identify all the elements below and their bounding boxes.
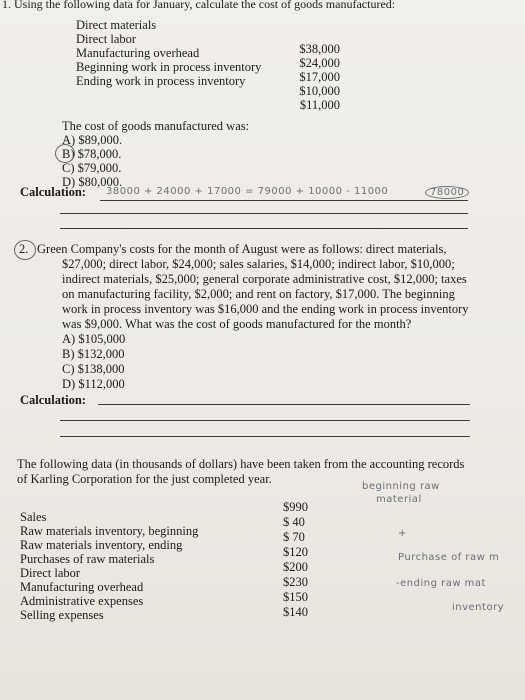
q3-item-value: $ 40 (283, 515, 305, 529)
q3-item-value: $ 70 (283, 530, 305, 544)
q3-item-value: $120 (283, 545, 308, 559)
q1-calc-label: Calculation: (20, 185, 86, 199)
q1-item-value: $17,000 (299, 70, 340, 84)
q3-item-label: Sales (20, 510, 47, 524)
question-circle (14, 240, 36, 260)
q3-item-label: Raw materials inventory, beginning (20, 524, 199, 538)
handwritten-note: -ending raw mat (396, 578, 486, 589)
q2-option-d: D) $112,000 (62, 377, 125, 391)
q3-item-label: Raw materials inventory, ending (20, 538, 183, 552)
q1-item-label: Direct labor (76, 32, 137, 46)
q2-calc-label: Calculation: (20, 393, 86, 407)
q3-item-label: Selling expenses (20, 608, 104, 622)
q3-item-label: Manufacturing overhead (20, 580, 144, 594)
q1-calc-work: 38000 + 24000 + 17000 = 79000 + 10000 - 11000 (106, 186, 389, 197)
q1-item-label: Beginning work in process inventory (76, 60, 262, 74)
q1-item-label: Manufacturing overhead (76, 46, 200, 60)
answer-line (60, 420, 470, 421)
q3-item-value: $200 (283, 560, 308, 574)
q1-item-value: $24,000 (299, 56, 340, 70)
q1-option-b: B) $78,000. (62, 147, 122, 161)
q3-item-value: $990 (283, 500, 308, 514)
q1-extra-value: $11,000 (299, 98, 340, 112)
q1-prompt: 1. Using the following data for January, calculate the cost of goods manufactured: (2, 0, 396, 11)
q1-item-label: Direct materials (76, 18, 157, 32)
q2-option-c: C) $138,000 (62, 362, 125, 376)
answer-line (60, 213, 468, 214)
q2-option-b: B) $132,000 (62, 347, 125, 361)
answer-line (60, 436, 470, 437)
q2-text-line: $27,000; direct labor, $24,000; sales salaries, $14,000; indirect labor, $10,000; (62, 257, 455, 271)
q2-text-line: work in process inventory was $16,000 and the ending work in process inventory (62, 302, 469, 316)
handwritten-note: beginning raw (362, 481, 440, 492)
handwritten-note: inventory (452, 602, 505, 613)
q3-item-value: $230 (283, 575, 308, 589)
answer-line (98, 404, 470, 405)
q1-option-d: D) $80,000. (62, 175, 123, 189)
handwritten-note: material (376, 494, 422, 505)
handwritten-note: Purchase of raw m (398, 552, 500, 563)
q2-text-line: on manufacturing facility, $2,000; and rent on factory, $17,000. The beginning (62, 287, 455, 301)
q1-calc-answer: 78000 (425, 186, 469, 199)
q1-item-label: Ending work in process inventory (76, 74, 246, 88)
handwritten-note: + (398, 528, 407, 539)
q1-item-value: $10,000 (299, 84, 340, 98)
q2-text-line: indirect materials, $25,000; general corporate administrative cost, $12,000; taxes (62, 272, 467, 286)
q3-item-label: Purchases of raw materials (20, 552, 155, 566)
q3-intro-line: The following data (in thousands of dollars) have been taken from the accounting records (17, 457, 465, 471)
q2-option-a: A) $105,000 (62, 332, 126, 346)
q2-text-line: Green Company's costs for the month of August were as follows: direct materials, (37, 242, 447, 256)
q3-item-value: $150 (283, 590, 308, 604)
q2-text-line: was $9,000. What was the cost of goods manufactured for the month? (62, 317, 412, 331)
q1-question: The cost of goods manufactured was: (62, 119, 250, 133)
q3-item-value: $140 (283, 605, 308, 619)
q2-number: 2. (19, 242, 29, 256)
q1-option-a: A) $89,000. (62, 133, 123, 147)
answer-line (100, 200, 468, 201)
q3-item-label: Direct labor (20, 566, 81, 580)
q3-intro-line: of Karling Corporation for the just completed year. (17, 472, 272, 486)
q1-item-value: $38,000 (299, 42, 340, 56)
q1-option-c: C) $79,000. (62, 161, 122, 175)
q3-item-label: Administrative expenses (20, 594, 144, 608)
answer-line (60, 228, 468, 229)
